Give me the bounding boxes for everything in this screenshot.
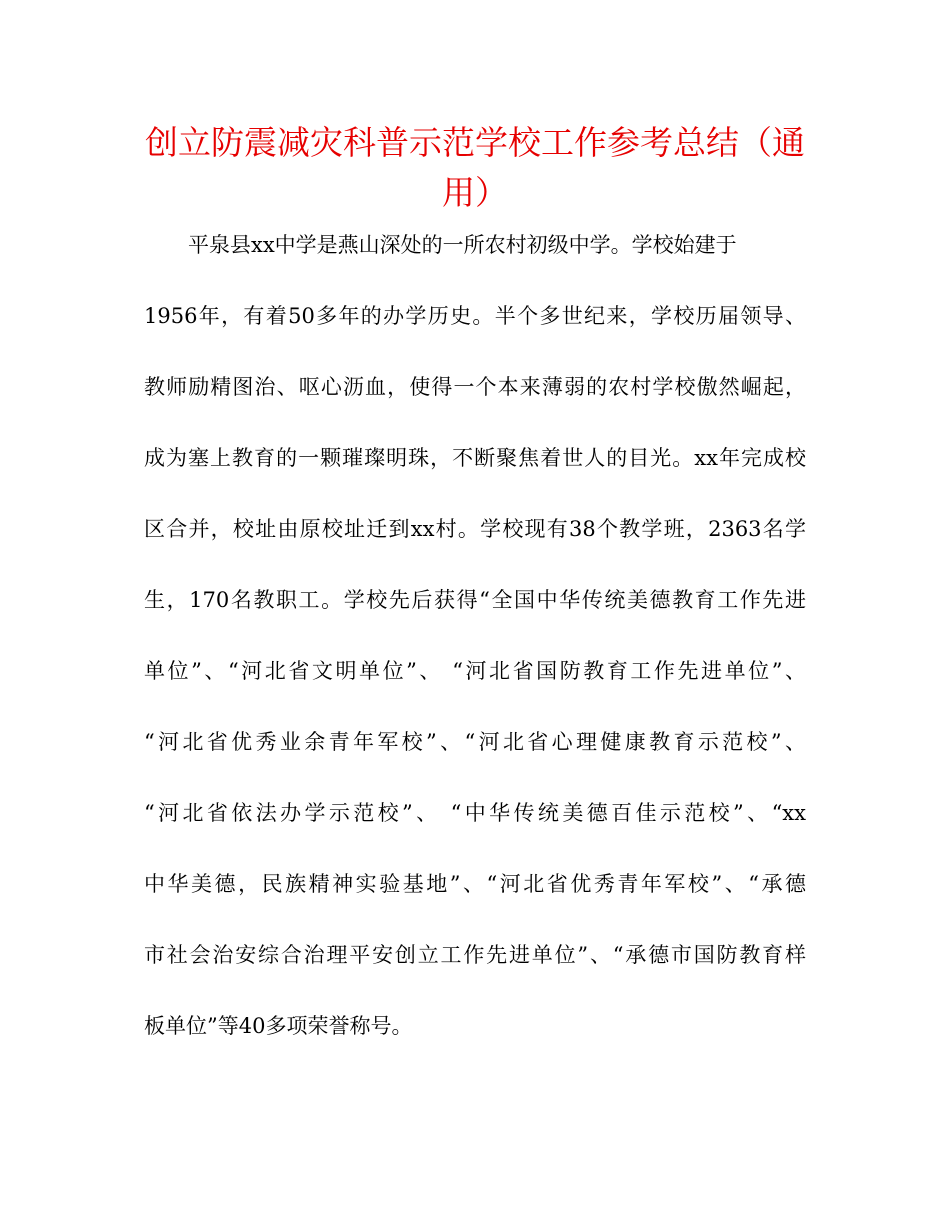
paragraph-line: 中华美德，民族精神实验基地”、“河北省优秀青年军校”、“承德 [144, 872, 806, 896]
paragraph-line: “河北省优秀业余青年军校”、“河北省心理健康教育示范校”、 [144, 730, 806, 754]
paragraph-line: 1956年，有着50多年的办学历史。半个多世纪来，学校历届领导、 [144, 304, 806, 328]
paragraph-line: 平泉县xx中学是燕山深处的一所农村初级中学。学校始建于 [188, 233, 737, 257]
paragraph-line: “河北省依法办学示范校”、 “中华传统美德百佳示范校”、“xx [144, 801, 806, 825]
paragraph-line: 单位”、“河北省文明单位”、 “河北省国防教育工作先进单位”、 [144, 659, 806, 683]
document-title: 创立防震减灾科普示范学校工作参考总结（通用） [145, 123, 805, 212]
paragraph-line: 板单位”等40多项荣誉称号。 [144, 1014, 413, 1038]
paragraph-line: 市社会治安综合治理平安创立工作先进单位”、“承德市国防教育样 [144, 943, 806, 967]
paragraph-line: 生，170名教职工。学校先后获得“全国中华传统美德教育工作先进 [144, 588, 806, 612]
paragraph-line: 区合并，校址由原校址迁到xx村。学校现有38个教学班，2363名学 [144, 517, 806, 541]
document-body [144, 210, 806, 1062]
paragraph-line: 教师励精图治、呕心沥血，使得一个本来薄弱的农村学校傲然崛起， [144, 375, 806, 399]
paragraph-line: 成为塞上教育的一颗璀璨明珠，不断聚焦着世人的目光。xx年完成校 [144, 446, 806, 470]
